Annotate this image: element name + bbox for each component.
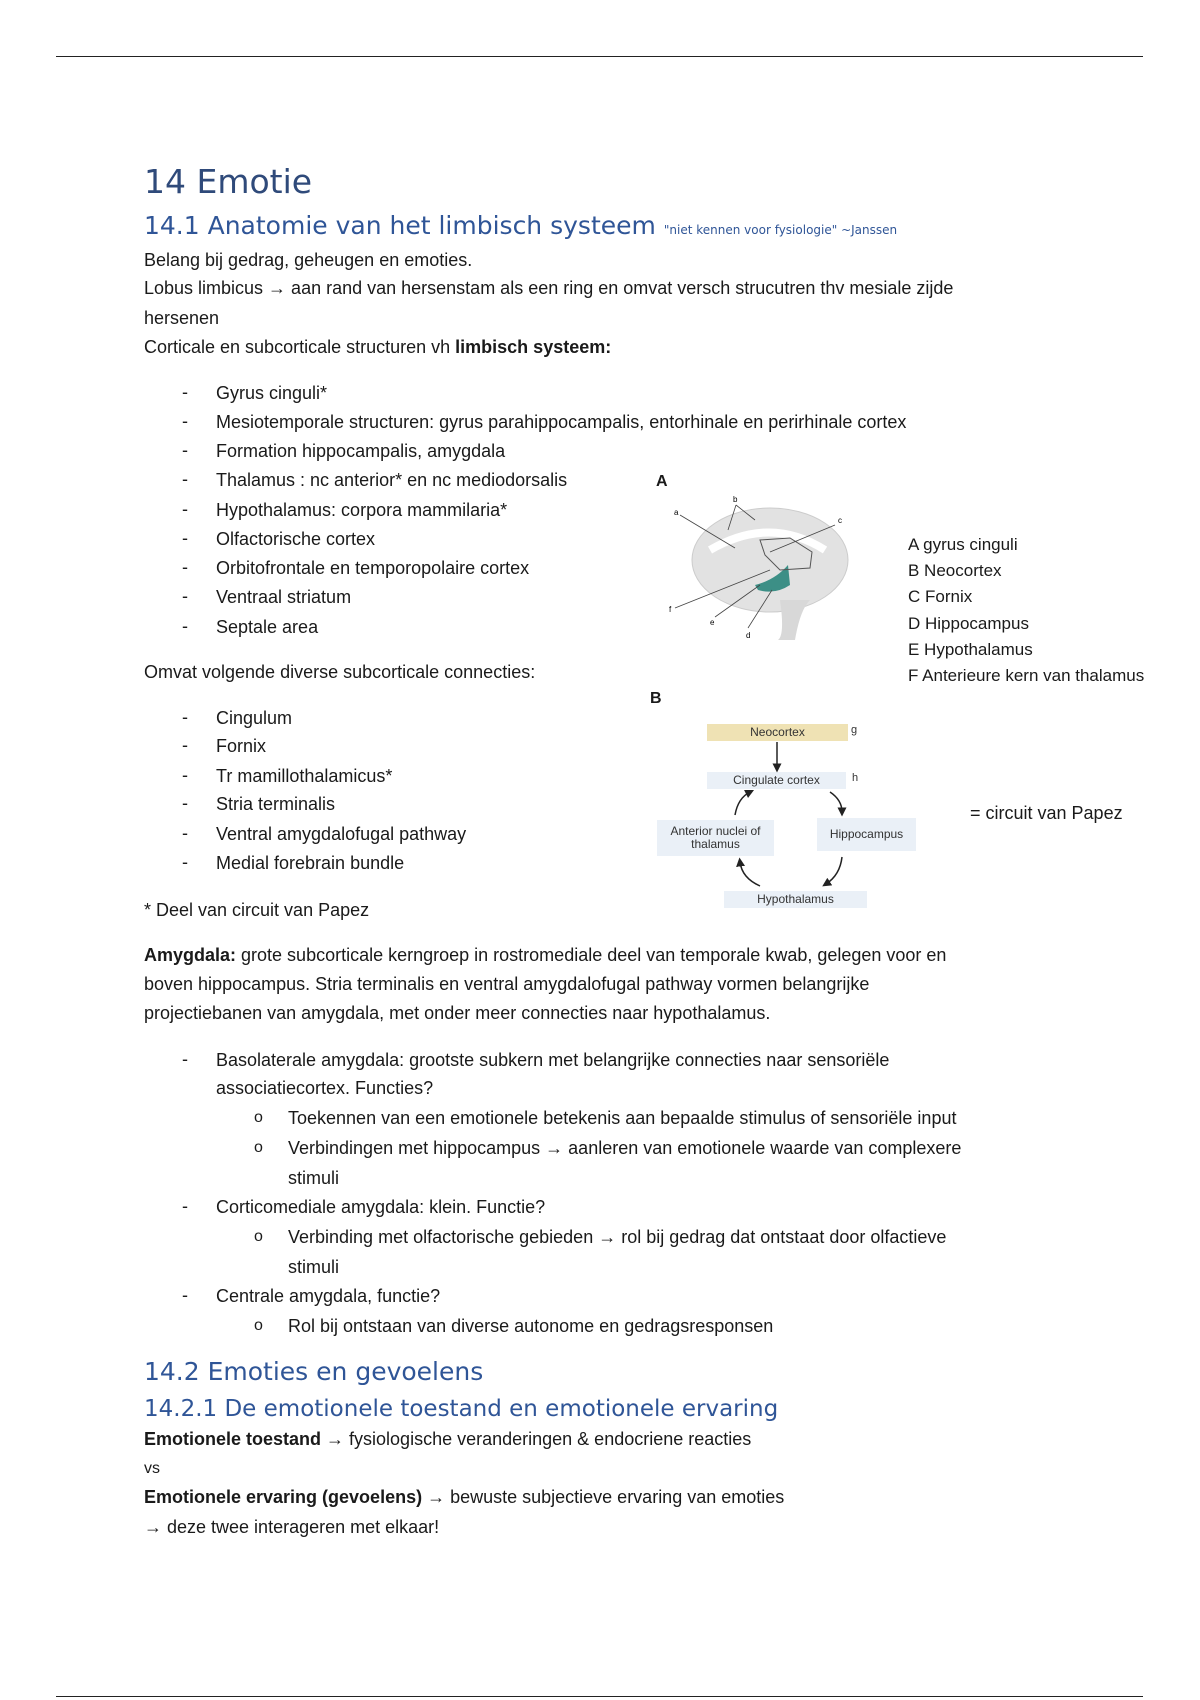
dash-bullet: - — [182, 735, 188, 755]
list-item: stimuli — [288, 1168, 340, 1188]
paragraph — [144, 944, 946, 966]
arrow — [735, 792, 750, 815]
letter-a: a — [674, 508, 679, 517]
list-item: Rol bij ontstaan van diverse autonome en gedragsresponsen — [288, 1316, 774, 1336]
section-heading-text: 14.1 Anatomie van het limbisch systeem — [144, 211, 656, 240]
list-item: Olfactorische cortex — [216, 529, 376, 549]
legend-item: A gyrus cinguli — [908, 535, 1018, 554]
circle-bullet: o — [254, 1228, 263, 1245]
legend-item: D Hippocampus — [908, 614, 1029, 633]
dash-bullet: - — [182, 1196, 188, 1216]
dash-bullet: - — [182, 557, 188, 577]
paragraph: hersenen — [144, 308, 220, 328]
bold-text: Emotionele toestand — [144, 1429, 322, 1449]
label-g: g — [851, 724, 858, 736]
list-item: Septale area — [216, 617, 319, 637]
label-h: h — [852, 772, 859, 784]
list-item: Corticomediale amygdala: klein. Functie? — [216, 1197, 546, 1217]
list-item: Ventraal striatum — [216, 587, 352, 607]
figure-b-label: B — [650, 690, 662, 707]
list-item: Thalamus : nc anterior* en nc mediodorsalis — [216, 470, 568, 490]
bold-text: Amygdala: — [144, 945, 237, 965]
list-item: Stria terminalis — [216, 794, 336, 814]
header-rule — [56, 56, 1143, 57]
dash-bullet: - — [182, 823, 188, 843]
dash-bullet: - — [182, 499, 188, 519]
letter-d: d — [746, 631, 751, 640]
dash-bullet: - — [182, 528, 188, 548]
list-item: Basolaterale amygdala: grootste subkern met belangrijke connecties naar sensoriële — [216, 1050, 890, 1070]
dash-bullet: - — [182, 616, 188, 636]
list-item: Hypothalamus: corpora mammilaria* — [216, 500, 508, 520]
hippocampus-box: Hippocampus — [817, 818, 916, 851]
bold-text: limbisch systeem: — [455, 337, 612, 357]
section-note: "niet kennen voor fysiologie" ~Janssen — [663, 223, 898, 237]
dash-bullet: - — [182, 586, 188, 606]
paragraph — [144, 1428, 751, 1450]
section-heading: 14.2 Emoties en gevoelens — [144, 1357, 484, 1386]
list-item: Tr mamillothalamicus* — [216, 766, 393, 786]
dash-bullet: - — [182, 793, 188, 813]
text: → bewuste subjectieve ervaring van emoties — [422, 1487, 785, 1507]
list-item: Verbinding met olfactorische gebieden → rol bij gedrag dat ontstaat door olfactieve — [288, 1227, 947, 1247]
paragraph: boven hippocampus. Stria terminalis en ventral amygdalofugal pathway vormen belangrijke — [144, 974, 870, 994]
bold-text: Emotionele ervaring (gevoelens) — [144, 1487, 423, 1507]
dash-bullet: - — [182, 382, 188, 402]
list-item: associatiecortex. Functies? — [216, 1078, 434, 1098]
paragraph — [144, 1486, 784, 1508]
list-item: Gyrus cinguli* — [216, 383, 328, 403]
arrow — [830, 792, 842, 812]
arrow — [740, 862, 760, 886]
letter-c: c — [838, 516, 842, 525]
hypothalamus-box: Hypothalamus — [724, 891, 867, 908]
list-item: Verbindingen met hippocampus → aanleren van emotionele waarde van complexere — [288, 1138, 962, 1158]
legend-item: C Fornix — [908, 587, 973, 606]
dash-bullet: - — [182, 440, 188, 460]
dash-bullet: - — [182, 765, 188, 785]
brain-illustration — [660, 490, 860, 650]
subsection-heading: 14.2.1 De emotionele toestand en emotionele ervaring — [144, 1396, 779, 1422]
list-item: Orbitofrontale en temporopolaire cortex — [216, 558, 530, 578]
dash-bullet: - — [182, 1285, 188, 1305]
letter-e: e — [710, 618, 715, 627]
dash-bullet: - — [182, 411, 188, 431]
list-item: Toekennen van een emotionele betekenis aan bepaalde stimulus of sensoriële input — [288, 1108, 957, 1128]
neocortex-box: Neocortex — [707, 724, 848, 741]
section-heading — [144, 211, 897, 240]
dash-bullet: - — [182, 852, 188, 872]
legend-item: B Neocortex — [908, 561, 1002, 580]
circle-bullet: o — [254, 1317, 263, 1334]
list-item: Fornix — [216, 736, 267, 756]
footer-rule — [56, 1696, 1143, 1697]
paragraph: → deze twee interageren met elkaar! — [144, 1517, 440, 1537]
text: Corticale en subcorticale structuren vh — [144, 337, 456, 357]
circle-bullet: o — [254, 1139, 263, 1156]
circuit-arrows — [650, 720, 910, 920]
chapter-title: 14 Emotie — [144, 162, 313, 201]
paragraph — [144, 336, 611, 358]
dash-bullet: - — [182, 1049, 188, 1069]
letter-f: f — [669, 605, 672, 614]
cingulate-box: Cingulate cortex — [707, 772, 846, 789]
circle-bullet: o — [254, 1109, 263, 1126]
letter-b: b — [733, 495, 738, 504]
anterior-nuclei-box: Anterior nuclei of thalamus — [657, 820, 774, 856]
list-item: Medial forebrain bundle — [216, 853, 405, 873]
paragraph: Belang bij gedrag, geheugen en emoties. — [144, 250, 473, 270]
list-item: stimuli — [288, 1257, 340, 1277]
dash-bullet: - — [182, 707, 188, 727]
paragraph: Omvat volgende diverse subcorticale connecties: — [144, 662, 536, 682]
legend-item: F Anterieure kern van thalamus — [908, 666, 1145, 685]
paragraph: vs — [144, 1460, 160, 1477]
paragraph: projectiebanen van amygdala, met onder meer connecties naar hypothalamus. — [144, 1003, 771, 1023]
list-item: Centrale amygdala, functie? — [216, 1286, 441, 1306]
footnote: * Deel van circuit van Papez — [144, 900, 370, 920]
figure-a-label: A — [656, 473, 668, 490]
list-item: Ventral amygdalofugal pathway — [216, 824, 467, 844]
paragraph: Lobus limbicus → aan rand van hersenstam als een ring en omvat versch strucutren thv mesiale zijde — [144, 278, 954, 298]
list-item: Formation hippocampalis, amygdala — [216, 441, 506, 461]
circuit-caption: = circuit van Papez — [970, 803, 1123, 823]
text: grote subcorticale kerngroep in rostromediale deel van temporale kwab, gelegen voor en — [236, 945, 947, 965]
list-item: Mesiotemporale structuren: gyrus parahippocampalis, entorhinale en perirhinale cortex — [216, 412, 907, 432]
legend-item: E Hypothalamus — [908, 640, 1033, 659]
dash-bullet: - — [182, 469, 188, 489]
list-item: Cingulum — [216, 708, 293, 728]
arrow — [826, 857, 842, 884]
text: → fysiologische veranderingen & endocriene reacties — [321, 1429, 752, 1449]
